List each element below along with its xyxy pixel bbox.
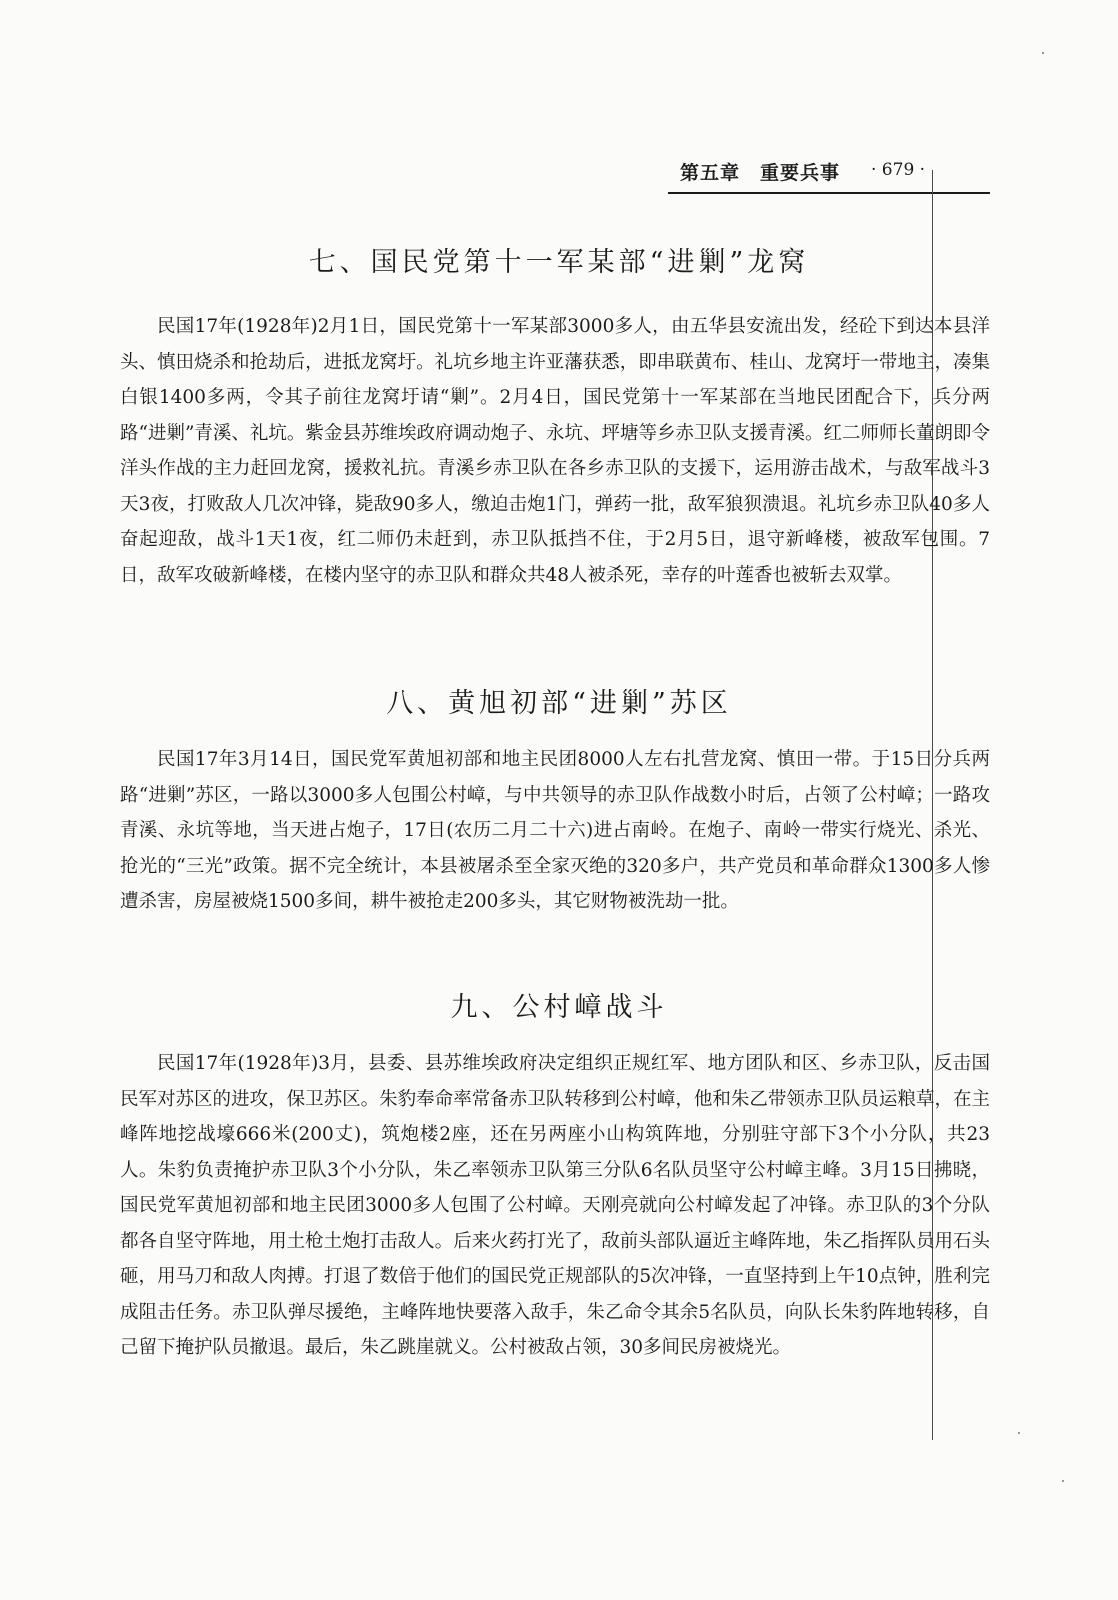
section-paragraph-7: 民国17年(1928年)2月1日，国民党第十一军某部3000多人，由五华县安流出发，经砼下到达本县洋头、慎田烧杀和抢劫后，进抵龙窝圩。礼坑乡地主许亚藩获悉，即串联黄布、桂山、龙窝圩一带地主，凑集白银1400多两，令其子前往龙窝圩请“剿”。2月4日，国民党第十一军某部在当地民团配合下，兵分两路“进剿”青溪、礼坑。紫金县苏维埃政府调动炮子、永坑、坪塘等乡赤卫队支援青溪。红二师师长董朗即令洋头作战的主力赶回龙窝，援救礼抗。青溪乡赤卫队在各乡赤卫队的支援下，运用游击战术，与敌军战斗3天3夜，打败敌人几次冲锋，毙敌90多人，缴迫击炮1门，弹药一批，敌军狼狈溃退。礼坑乡赤卫队40多人奋起迎敌，战斗1天1夜，红二师仍未赶到，赤卫队抵挡不住，于2月5日，退守新峰楼，被敌军包围。7日，敌军攻破新峰楼，在楼内坚守的赤卫队和群众共48人被杀死，幸存的叶莲香也被斩去双掌。 bbox=[120, 316, 990, 586]
header-chapter-title bbox=[680, 158, 840, 185]
page-number: · 679 · bbox=[871, 160, 926, 180]
header-title: 重要兵事 bbox=[760, 162, 841, 184]
header-rule bbox=[668, 192, 990, 194]
running-header bbox=[668, 158, 988, 190]
section-paragraph-9: 民国17年(1928年)3月，县委、县苏维埃政府决定组织正规红军、地方团队和区、乡赤卫队，反击国民军对苏区的进攻，保卫苏区。朱豹奉命率常备赤卫队转移到公村嶂，他和朱乙带领赤卫队员运粮草，在主峰阵地挖战壕666米(200丈)，筑炮楼2座，还在另两座小山构筑阵地，分别驻守部下3个小分队，共23人。朱豹负责掩护赤卫队3个小分队，朱乙率领赤卫队第三分队6名队员坚守公村嶂主峰。3月15日拂晓，国民党军黄旭初部和地主民团3000多人包围了公村嶂。天刚亮就向公村嶂发起了冲锋。赤卫队的3个分队都各自坚守阵地，用土枪土炮打击敌人。后来火药打光了，敌前头部队逼近主峰阵地，朱乙指挥队员用石头砸，用马刀和敌人肉搏。打退了数倍于他们的国民党正规部队的5次冲锋，一直坚持到上午10点钟，胜利完成阻击任务。赤卫队弹尽援绝，主峰阵地快要落入敌手，朱乙命令其余5名队员，向队长朱豹阵地转移，自己留下掩护队员撤退。最后，朱乙跳崖就义。公村被敌占领，30多间民房被烧光。 bbox=[120, 1053, 990, 1358]
section-title-9: 九、公村嶂战斗 bbox=[450, 992, 668, 1023]
section-title-8: 八、黄旭初部“进剿”苏区 bbox=[386, 688, 732, 719]
section-paragraph-8: 民国17年3月14日，国民党军黄旭初部和地主民团8000人左右扎营龙窝、慎田一带。于15日分兵两路“进剿”苏区，一路以3000多人包围公村嶂，与中共领导的赤卫队作战数小时后，占领了公村嶂；一路攻青溪、永坑等地，当天进占炮子，17日(农历二月二十六)进占南岭。在炮子、南岭一带实行烧光、杀光、抢光的“三光”政策。据不完全统计，本县被屠杀至全家灭绝的320多户，共产党员和革命群众1300多人惨遭杀害，房屋被烧1500多间，耕牛被抢走200多头，其它财物被洗劫一批。 bbox=[120, 749, 990, 912]
header-chapter: 第五章 bbox=[680, 162, 741, 184]
scan-speck bbox=[1018, 1432, 1020, 1434]
scan-speck bbox=[1062, 1480, 1064, 1482]
section-title-7: 七、国民党第十一军某部“进剿”龙窝 bbox=[308, 247, 810, 278]
scan-speck bbox=[1042, 52, 1044, 54]
